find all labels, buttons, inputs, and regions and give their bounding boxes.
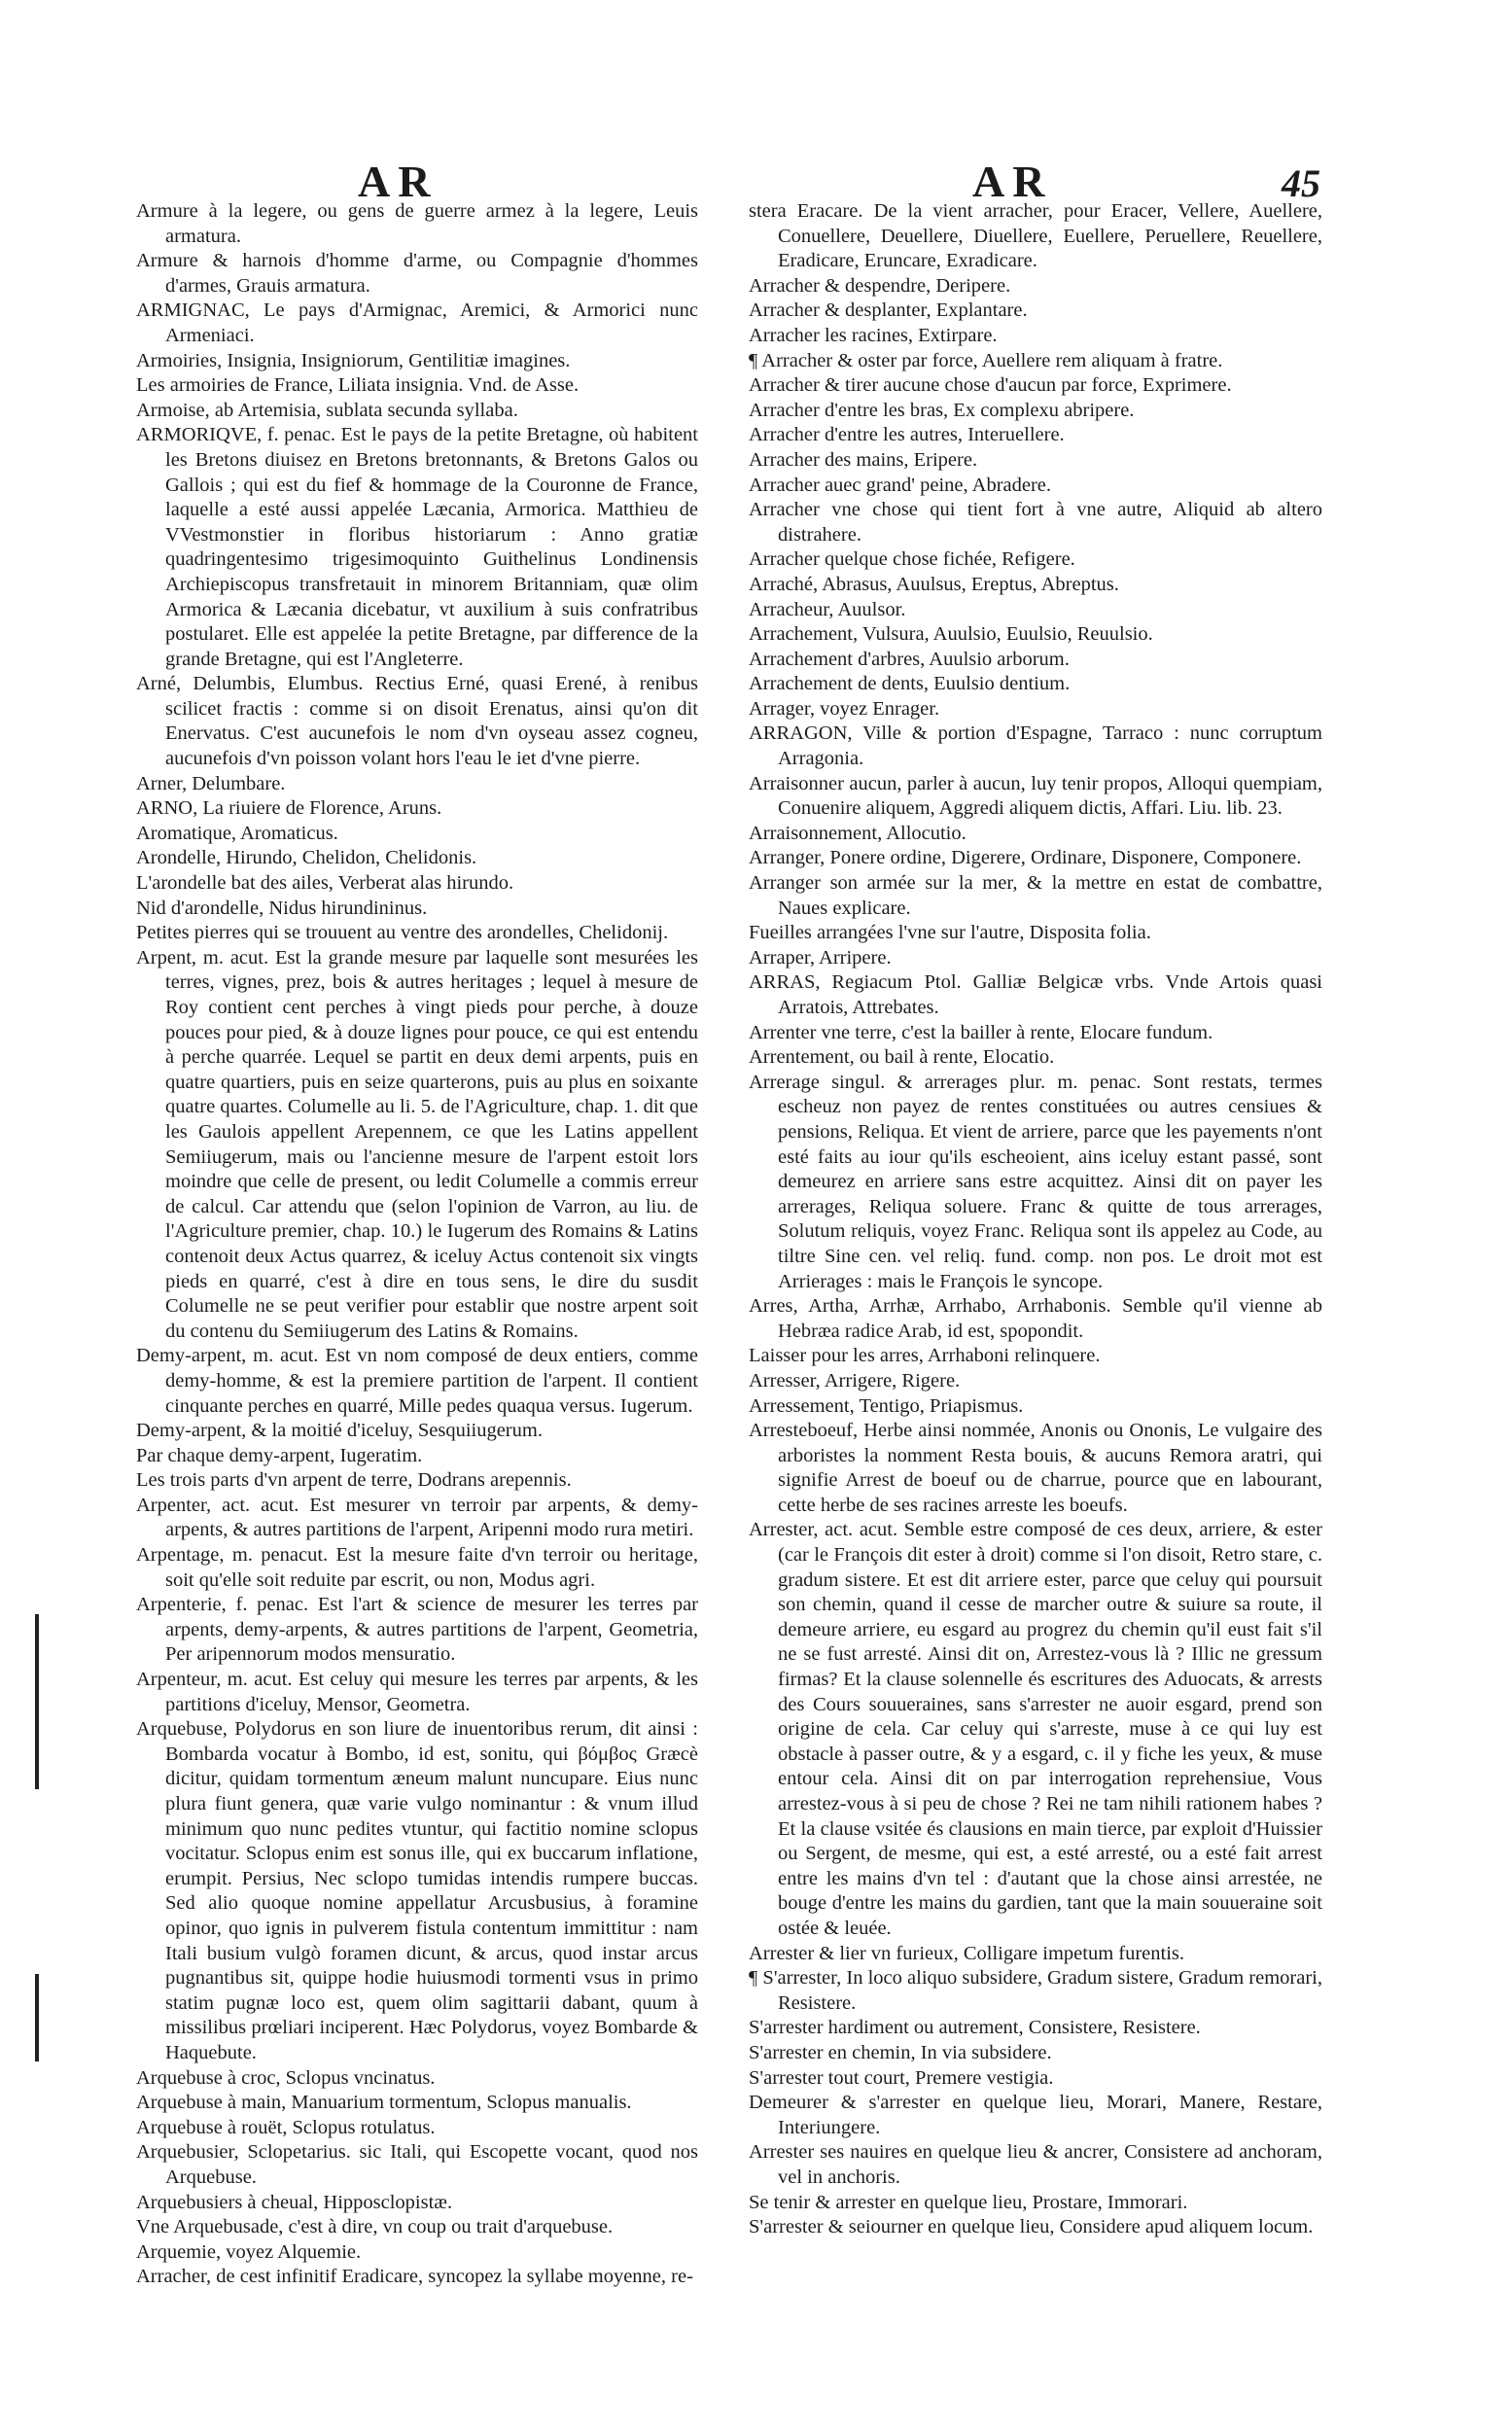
entry-arner: Arner, Delumbare. (136, 772, 286, 794)
entry-arracher-oster: ¶ Arracher & oster par force, Auellere rem aliquam à fratre. (749, 349, 1223, 371)
entry-armure-legere: Armure à la legere, ou gens de guerre armez à la legere, Leuis armatura. (136, 200, 698, 247)
entry-arrerage: Arrerage singul. & arrerages plur. m. penac. Sont restats, termes escheuz non payez de rentes constituées ou autres censiues & pensions, Reliqua. Et vient de arriere, parce que les payements n'ont esté faits au iour qu'ils escheoient, ains iceluy estant passé, sont demeurez en arriere sans estre acquittez. Ainsi dit on payer les arrerages, Reliqua soluere. Franc & quitte de tous arrerages, Solutum reliquis, voyez Franc. Reliqua sont ils appelez au Code, au tiltre Sine cen. vel reliq. fund. comp. non pos. Le droit mot est Arrierages : mais le François le syncope. (749, 1071, 1322, 1292)
entry-arranger: Arranger, Ponere ordine, Digerere, Ordinare, Disponere, Componere. (749, 847, 1302, 869)
entry-arrester-lier: Arrester & lier vn furieux, Colligare impetum furentis. (749, 1942, 1185, 1964)
margin-line-mark (35, 1614, 39, 1789)
entry-laisser-arres: Laisser pour les arres, Arrhaboni relinquere. (749, 1345, 1101, 1367)
entry-sarrester-hardiment: S'arrester hardiment ou autrement, Consistere, Resistere. (749, 2017, 1201, 2039)
entry-arquebuse-rouet: Arquebuse à rouët, Sclopus rotulatus. (136, 2116, 436, 2138)
entry-arresser: Arresser, Arrigere, Rigere. (749, 1369, 961, 1392)
entry-arquemie: Arquemie, voyez Alquemie. (136, 2240, 362, 2263)
entry-arondelle-ailes: L'arondelle bat des ailes, Verberat alas hirundo. (136, 872, 514, 895)
entry-armure-harnois: Armure & harnois d'homme d'arme, ou Compagnie d'hommes d'armes, Grauis armatura. (136, 250, 698, 297)
entry-sarrester: ¶ S'arrester, In loco aliquo subsidere, Gradum sistere, Gradum remorari, Resistere. (749, 1967, 1322, 2014)
entry-arracher-bras: Arracher d'entre les bras, Ex complexu abripere. (749, 399, 1135, 421)
entry-arquebuse: Arquebuse, Polydorus en son liure de inuentoribus rerum, dit ainsi : Bombarda vocatur à Bombo, id est, sonitu, qui βόμβος Græcè dicitur, quidam tormentum æneum malunt nuncupare. Eius nunc plura fiunt genera, quæ varie vulgo nominantur : & vnum illud minimum quo nunc pedites vtuntur, qui factitio nomine sclopus vocitatur. Sclopus enim est sonus ille, qui ex buccarum inflatione, erumpit. Persius, Nec sclopo tumidas intendis rumpere buccas. Sed alio quoque nomine appellatur Arcusbusius, à foramine opinor, quo ignis in pulverem fistula contentum immittitur : nam Itali busium vulgò foramen dicunt, & arcus, quod instar arcus pugnantibus sit, quippe hodie huiusmodi tormenti vsus in primo statim pugnæ loco est, quem olim sagittarii dabant, quum à missilibus prœliari inciperent. Hæc Polydorus, voyez Bombarde & Haquebute. (136, 1718, 698, 2063)
left-column (136, 199, 698, 2290)
entry-aromatique: Aromatique, Aromaticus. (136, 822, 338, 844)
entry-arrentement: Arrentement, ou bail à rente, Elocatio. (749, 1046, 1055, 1069)
entry-arpenterie: Arpenterie, f. penac. Est l'art & science de mesurer les terres par arpents, demy-arpents, & autres partitions de l'arpent, Geometria, Per aripennorum modos mensuratio. (136, 1594, 698, 1666)
entry-arracher-autres: Arracher d'entre les autres, Interuellere. (749, 424, 1065, 446)
entry-armoise: Armoise, ab Artemisia, sublata secunda syllaba. (136, 399, 518, 421)
entry-arres: Arres, Artha, Arrhæ, Arrhabo, Arrhabonis. Semble qu'il vienne ab Hebræa radice Arab, id est, spopondit. (749, 1295, 1322, 1342)
running-header-right: AR (972, 157, 1053, 206)
entry-arracher-fichee: Arracher quelque chose fichée, Refigere. (749, 548, 1075, 571)
entry-arressement: Arressement, Tentigo, Priapismus. (749, 1394, 1024, 1417)
entry-arno: ARNO, La riuiere de Florence, Aruns. (136, 797, 442, 820)
entry-sarrester-chemin: S'arrester en chemin, In via subsidere. (749, 2041, 1052, 2063)
entry-arracher-peine: Arracher auec grand' peine, Abradere. (749, 474, 1052, 496)
entry-demy-arpent-moitie: Demy-arpent, & la moitié d'iceluy, Sesquiiugerum. (136, 1420, 543, 1442)
entry-arpentage: Arpentage, m. penacut. Est la mesure faite d'vn terroir ou heritage, soit qu'elle soit reduite par escrit, ou non, Modus agri. (136, 1544, 698, 1591)
entry-arpenteur: Arpenteur, m. acut. Est celuy qui mesure les terres par arpents, & les partitions d'iceluy, Mensor, Geometra. (136, 1669, 698, 1715)
entry-arrachement: Arrachement, Vulsura, Auulsio, Euulsio, Reuulsio. (749, 623, 1153, 646)
entry-arrester-nauires: Arrester ses nauires en quelque lieu & ancrer, Consistere ad anchoram, vel in anchoris. (749, 2141, 1322, 2188)
entry-armoiries: Armoiries, Insignia, Insigniorum, Gentilitiæ imagines. (136, 349, 571, 371)
entry-arrester: Arrester, act. acut. Semble estre composé de ces deux, arriere, & ester (car le François dit ester à droit) comme si l'on disoit, Retro stare, c. gradum sistere. Et est dit arriere ester, parce que celuy qui poursuit son chemin, quand il cesse de marcher outre & suiure sa route, il demeure arriere, eu esgard au progrez du chemin qu'il eust fait s'il ne se fust arresté. Ainsi dit on, Arrestez-vous là ? Illic ne gressum firmas? Et la clause solennelle és escritures des Aduocats, & arrests des Cours souueraines, sans s'arrester ne auoir esgard, prend son origine de cela. Car celuy qui s'arreste, muse à ce qui luy est obstacle à passer outre, & y a esgard, c. il y fiche les yeux, & muse entour cela. Ainsi dit on par interrogation reprehensiue, Vous arrestez-vous à si peu de chose ? Rei ne tam nihili rationem habes ? Et la clause vsitée és clausions en main tierce, par exploit d'Huissier ou Sergent, de mesme, qui est, a esté arresté, ou a esté fait arrest entre les mains d'vn tel : d'autant que la chose ainsi arrestée, ne bouge d'entre les mains du gardien, tant que la main souueraine soit ostée & leuée. (749, 1519, 1322, 1939)
entry-arpenter: Arpenter, act. acut. Est mesurer vn terroir par arpents, & demy-arpents, & autres partitions de l'arpent, Aripenni modo rura metiri. (136, 1494, 698, 1541)
entry-arracher-despendre: Arracher & despendre, Deripere. (749, 274, 1011, 297)
entry-arras: ARRAS, Regiacum Ptol. Galliæ Belgicæ vrbs. Vnde Artois quasi Arratois, Attrebates. (749, 971, 1322, 1018)
entry-arondelle: Arondelle, Hirundo, Chelidon, Chelidonis. (136, 847, 477, 869)
entry-arquebusiers-cheual: Arquebusiers à cheual, Hipposclopistæ. (136, 2191, 453, 2213)
entry-arrenter: Arrenter vne terre, c'est la bailler à rente, Elocare fundum. (749, 1021, 1213, 1043)
entry-arne: Arné, Delumbis, Elumbus. Rectius Erné, quasi Erené, à renibus scilicet fractis : comme si on disoit Erenatus, ainsi qu'on dit Enervatus. C'est aucunefois le nom d'vn oyseau assez cogneu, aucunefois d'vn poisson volant hors l'eau le iet d'vne pierre. (136, 673, 698, 770)
entry-arraisonnement: Arraisonnement, Allocutio. (749, 822, 967, 844)
entry-arracher: Arracher, de cest infinitif Eradicare, syncopez la syllabe moyenne, re- (136, 2266, 693, 2288)
entry-arrachement-dents: Arrachement de dents, Euulsio dentium. (749, 673, 1071, 695)
margin-line-mark (35, 1974, 39, 2061)
entry-arresteboeuf: Arresteboeuf, Herbe ainsi nommée, Anonis ou Ononis, Le vulgaire des arboristes la nomment Resta bouis, & aucuns Remora aratri, qui signifie Arrest de boeuf ou de charrue, pource que en labourant, cette herbe de ses racines arreste les boeufs. (749, 1420, 1322, 1516)
entry-arquebusade: Vne Arquebusade, c'est à dire, vn coup ou trait d'arquebuse. (136, 2216, 614, 2238)
entry-sarrester-seiourner: S'arrester & seiourner en quelque lieu, Considere apud aliquem locum. (749, 2216, 1314, 2238)
entry-arracher-mains: Arracher des mains, Eripere. (749, 448, 978, 471)
entry-sarrester-court: S'arrester tout court, Premere vestigia. (749, 2066, 1054, 2089)
entry-armignac: ARMIGNAC, Le pays d'Armignac, Aremici, & Armorici nunc Armeniaci. (136, 299, 698, 346)
entry-arragon: ARRAGON, Ville & portion d'Espagne, Tarraco : nunc corruptum Arragonia. (749, 722, 1322, 770)
entry-arquebuse-croc: Arquebuse à croc, Sclopus vncinatus. (136, 2066, 436, 2089)
entry-arracher-desplanter: Arracher & desplanter, Explantare. (749, 299, 1028, 322)
entry-arpent: Arpent, m. acut. Est la grande mesure par laquelle sont mesurées les terres, vignes, prez, bois & autres heritages ; lequel à mesure de Roy contient cent perches à vingt pieds pour perche, à douze pouces pour pied, & à douze lignes pour pouce, ce qui est entendu à perche quarrée. Lequel se partit en deux demi arpents, puis en quatre quartiers, puis en seize quarterons, puis au plus en soixante quatre quartes. Columelle au li. 5. de l'Agriculture, chap. 1. dit que les Gaulois appellent Arepennem, ce que les Latins appellent Semiiugerum, mais ou l'ancienne mesure de l'arpent estoit lors moindre que celle de present, ou ledit Columelle a commis erreur de calcul. Car attendu que (selon l'opinion de Varron, au liu. de l'Agriculture premier, chap. 10.) le Iugerum des Romains & Latins contenoit deux Actus quarrez, & iceluy Actus contenoit six vingts pieds en quarré, c'est à dire en tous sens, le dire du susdit Columelle ne se peut verifier pour establir que nostre arpent soit du contenu du Semiiugerum des Latins & Romains. (136, 946, 698, 1342)
entry-se-tenir: Se tenir & arrester en quelque lieu, Prostare, Immorari. (749, 2191, 1188, 2213)
entry-arquebusier: Arquebusier, Sclopetarius. sic Itali, qui Escopette vocant, quod nos Arquebuse. (136, 2141, 698, 2188)
right-column (749, 199, 1322, 2240)
entry-arraper: Arraper, Arripere. (749, 946, 892, 969)
entry-armorique: ARMORIQVE, f. penac. Est le pays de la petite Bretagne, où habitent les Bretons diuisez en Bretons bretonnants, & Bretons Galos ou Gallois ; qui est du fief & hommage de la Couronne de France, laquelle a esté aussi appelée Læcania, Armorica. Matthieu de VVestmonstier in floribus historiarum : Anno gratiæ quadringentesimo trigesimoquinto Guithelinus Londinensis Archiepiscopus transfretauit in minorem Britanniam, quæ olim Armorica & Læcania dicebatur, vt auxilium à suis confratribus postularet. Elle est appelée la petite Bretagne, par difference de la grande Bretagne, qui est l'Angleterre. (136, 424, 698, 670)
entry-arracher-cont: stera Eracare. De la vient arracher, pour Eracer, Vellere, Auellere, Conuellere, Deuellere, Diuellere, Euellere, Peruellere, Reuellere, Eradicare, Eruncare, Exradicare. (749, 200, 1322, 272)
entry-trois-parts: Les trois parts d'vn arpent de terre, Dodrans arepennis. (136, 1469, 572, 1492)
entry-demeurer: Demeurer & s'arrester en quelque lieu, Morari, Manere, Restare, Interiungere. (749, 2092, 1322, 2138)
entry-arracher-tient: Arracher vne chose qui tient fort à vne autre, Aliquid ab altero distrahere. (749, 499, 1322, 546)
entry-arrache: Arraché, Abrasus, Auulsus, Ereptus, Abreptus. (749, 573, 1119, 595)
entry-petites-pierres: Petites pierres qui se trouuent au ventre des arondelles, Chelidonij. (136, 922, 669, 944)
entry-arracher-tirer: Arracher & tirer aucune chose d'aucun par force, Exprimere. (749, 374, 1232, 397)
entry-par-chaque: Par chaque demy-arpent, Iugeratim. (136, 1444, 423, 1466)
entry-armoiries-france: Les armoiries de France, Liliata insignia. Vnd. de Asse. (136, 374, 580, 397)
entry-arraisonner: Arraisonner aucun, parler à aucun, luy tenir propos, Alloqui quempiam, Conuenire aliquem, Aggredi aliquem dictis, Affari. Liu. lib. 23. (749, 772, 1322, 820)
entry-arranger-armee: Arranger son armée sur la mer, & la mettre en estat de combattre, Naues explicare. (749, 872, 1322, 919)
entry-arracheur: Arracheur, Auulsor. (749, 598, 906, 620)
entry-arquebuse-main: Arquebuse à main, Manuarium tormentum, Sclopus manualis. (136, 2092, 632, 2114)
entry-demy-arpent: Demy-arpent, m. acut. Est vn nom composé de deux entiers, comme demy-homme, & est la premiere partition de l'arpent. Il contient cinquante perches en quarré, Mille pedes quaqua versus. Iugerum. (136, 1345, 698, 1417)
page-number: 45 (1282, 161, 1320, 205)
entry-arracher-racines: Arracher les racines, Extirpare. (749, 324, 998, 346)
entry-arrager: Arrager, voyez Enrager. (749, 697, 940, 720)
entry-nid-arondelle: Nid d'arondelle, Nidus hirundininus. (136, 897, 428, 919)
entry-fueilles: Fueilles arrangées l'vne sur l'autre, Disposita folia. (749, 922, 1151, 944)
running-header-left: AR (358, 157, 439, 206)
entry-arrachement-arbres: Arrachement d'arbres, Auulsio arborum. (749, 648, 1070, 670)
